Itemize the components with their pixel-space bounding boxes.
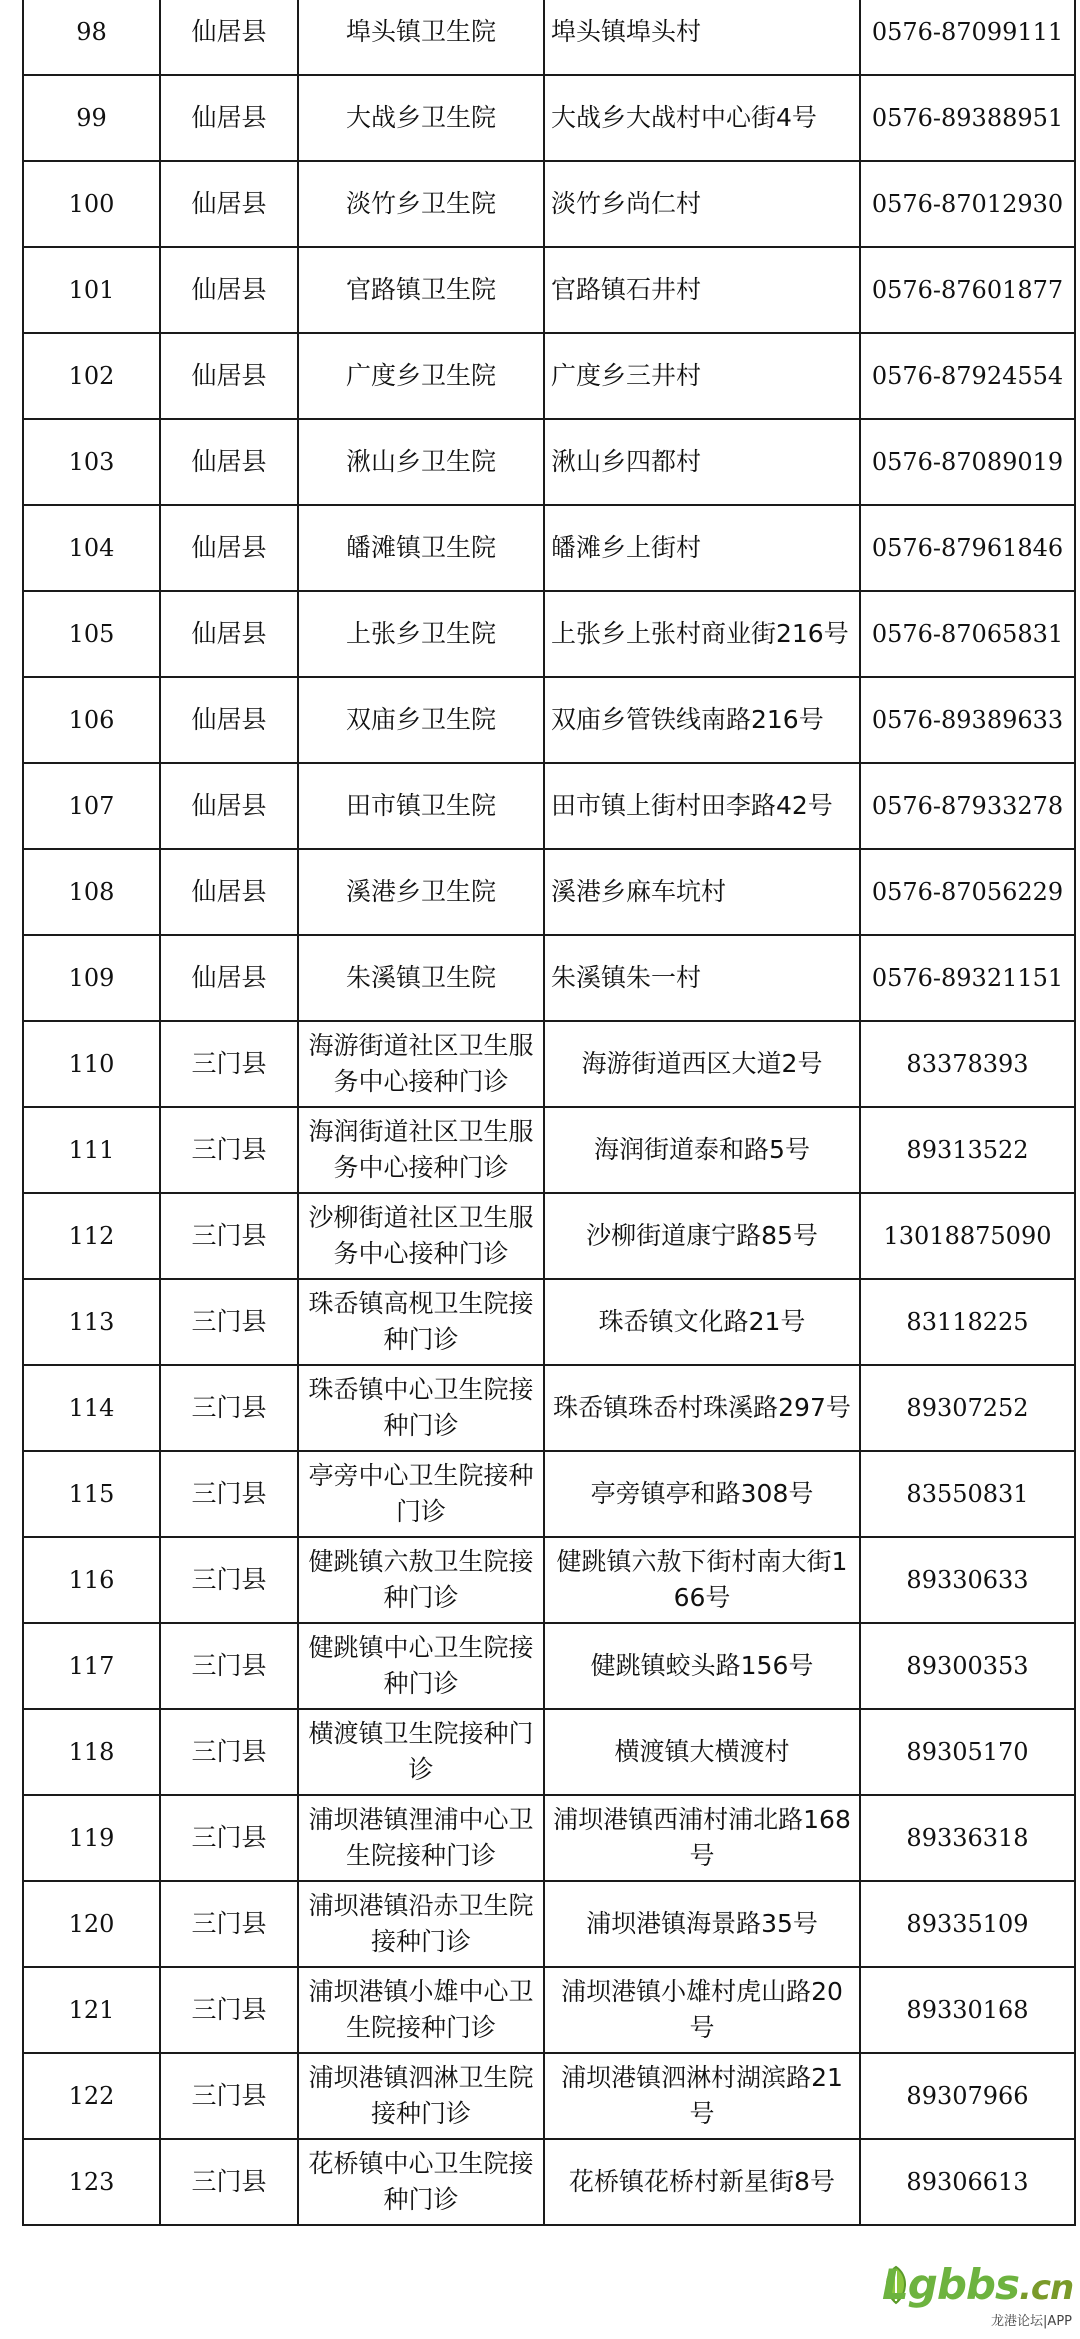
row-number-cell: 114 bbox=[23, 1365, 160, 1451]
clinic-name-cell: 广度乡卫生院 bbox=[298, 333, 544, 419]
clinic-name-cell: 浦坝港镇沿赤卫生院接种门诊 bbox=[298, 1881, 544, 1967]
address-cell: 沙柳街道康宁路85号 bbox=[544, 1193, 860, 1279]
clinic-name-cell: 淡竹乡卫生院 bbox=[298, 161, 544, 247]
county-cell: 仙居县 bbox=[160, 505, 298, 591]
table-row bbox=[23, 1365, 1075, 1451]
address-cell: 田市镇上街村田李路42号 bbox=[544, 763, 860, 849]
address-cell: 浦坝港镇海景路35号 bbox=[544, 1881, 860, 1967]
county-cell: 三门县 bbox=[160, 1709, 298, 1795]
county-cell: 三门县 bbox=[160, 1537, 298, 1623]
table-row bbox=[23, 1967, 1075, 2053]
clinic-name-cell: 横渡镇卫生院接种门诊 bbox=[298, 1709, 544, 1795]
row-number-cell: 103 bbox=[23, 419, 160, 505]
row-number-cell: 98 bbox=[23, 0, 160, 75]
address-cell: 健跳镇蛟头路156号 bbox=[544, 1623, 860, 1709]
table-row bbox=[23, 0, 1075, 75]
county-cell: 仙居县 bbox=[160, 849, 298, 935]
phone-cell: 89307966 bbox=[860, 2053, 1075, 2139]
watermark-logo bbox=[882, 2259, 1072, 2311]
county-cell: 三门县 bbox=[160, 1795, 298, 1881]
row-number-cell: 108 bbox=[23, 849, 160, 935]
table-row bbox=[23, 849, 1075, 935]
clinic-name-cell: 双庙乡卫生院 bbox=[298, 677, 544, 763]
vaccination-clinic-table bbox=[22, 0, 1076, 2226]
row-number-cell: 109 bbox=[23, 935, 160, 1021]
table-row bbox=[23, 161, 1075, 247]
phone-cell: 0576-87065831 bbox=[860, 591, 1075, 677]
phone-cell: 0576-87601877 bbox=[860, 247, 1075, 333]
row-number-cell: 116 bbox=[23, 1537, 160, 1623]
address-cell: 湫山乡四都村 bbox=[544, 419, 860, 505]
clinic-name-cell: 沙柳街道社区卫生服务中心接种门诊 bbox=[298, 1193, 544, 1279]
address-cell: 海游街道西区大道2号 bbox=[544, 1021, 860, 1107]
county-cell: 三门县 bbox=[160, 2139, 298, 2225]
table-row bbox=[23, 419, 1075, 505]
row-number-cell: 110 bbox=[23, 1021, 160, 1107]
table-row bbox=[23, 2139, 1075, 2225]
county-cell: 仙居县 bbox=[160, 935, 298, 1021]
phone-cell: 89300353 bbox=[860, 1623, 1075, 1709]
address-cell: 皤滩乡上街村 bbox=[544, 505, 860, 591]
table-row bbox=[23, 1021, 1075, 1107]
address-cell: 朱溪镇朱一村 bbox=[544, 935, 860, 1021]
clinic-name-cell: 花桥镇中心卫生院接种门诊 bbox=[298, 2139, 544, 2225]
county-cell: 仙居县 bbox=[160, 419, 298, 505]
address-cell: 官路镇石井村 bbox=[544, 247, 860, 333]
phone-cell: 13018875090 bbox=[860, 1193, 1075, 1279]
table-row bbox=[23, 1193, 1075, 1279]
watermark-subtitle: 龙港论坛|APP bbox=[991, 2314, 1072, 2329]
phone-cell: 0576-87924554 bbox=[860, 333, 1075, 419]
phone-cell: 0576-87056229 bbox=[860, 849, 1075, 935]
row-number-cell: 112 bbox=[23, 1193, 160, 1279]
county-cell: 仙居县 bbox=[160, 591, 298, 677]
phone-cell: 89313522 bbox=[860, 1107, 1075, 1193]
clinic-name-cell: 浦坝港镇泗淋卫生院接种门诊 bbox=[298, 2053, 544, 2139]
phone-cell: 89330168 bbox=[860, 1967, 1075, 2053]
address-cell: 花桥镇花桥村新星街8号 bbox=[544, 2139, 860, 2225]
phone-cell: 0576-87933278 bbox=[860, 763, 1075, 849]
county-cell: 仙居县 bbox=[160, 763, 298, 849]
phone-cell: 89335109 bbox=[860, 1881, 1075, 1967]
row-number-cell: 118 bbox=[23, 1709, 160, 1795]
county-cell: 三门县 bbox=[160, 1021, 298, 1107]
phone-cell: 0576-87099111 bbox=[860, 0, 1075, 75]
address-cell: 健跳镇六敖下街村南大街166号 bbox=[544, 1537, 860, 1623]
clinic-name-cell: 海游街道社区卫生服务中心接种门诊 bbox=[298, 1021, 544, 1107]
clinic-name-cell: 健跳镇中心卫生院接种门诊 bbox=[298, 1623, 544, 1709]
clinic-name-cell: 上张乡卫生院 bbox=[298, 591, 544, 677]
row-number-cell: 113 bbox=[23, 1279, 160, 1365]
address-cell: 海润街道泰和路5号 bbox=[544, 1107, 860, 1193]
address-cell: 珠岙镇珠岙村珠溪路297号 bbox=[544, 1365, 860, 1451]
row-number-cell: 111 bbox=[23, 1107, 160, 1193]
row-number-cell: 101 bbox=[23, 247, 160, 333]
phone-cell: 0576-89389633 bbox=[860, 677, 1075, 763]
phone-cell: 89306613 bbox=[860, 2139, 1075, 2225]
clinic-name-cell: 健跳镇六敖卫生院接种门诊 bbox=[298, 1537, 544, 1623]
watermark-logo-suffix: .cn bbox=[1018, 2268, 1074, 2308]
phone-cell: 0576-87012930 bbox=[860, 161, 1075, 247]
county-cell: 仙居县 bbox=[160, 677, 298, 763]
table-row bbox=[23, 1709, 1075, 1795]
row-number-cell: 106 bbox=[23, 677, 160, 763]
clinic-name-cell: 亭旁中心卫生院接种门诊 bbox=[298, 1451, 544, 1537]
county-cell: 仙居县 bbox=[160, 247, 298, 333]
address-cell: 埠头镇埠头村 bbox=[544, 0, 860, 75]
address-cell: 浦坝港镇西浦村浦北路168号 bbox=[544, 1795, 860, 1881]
address-cell: 珠岙镇文化路21号 bbox=[544, 1279, 860, 1365]
table-row bbox=[23, 1623, 1075, 1709]
county-cell: 三门县 bbox=[160, 1451, 298, 1537]
row-number-cell: 122 bbox=[23, 2053, 160, 2139]
row-number-cell: 100 bbox=[23, 161, 160, 247]
clinic-name-cell: 溪港乡卫生院 bbox=[298, 849, 544, 935]
phone-cell: 0576-89321151 bbox=[860, 935, 1075, 1021]
address-cell: 溪港乡麻车坑村 bbox=[544, 849, 860, 935]
phone-cell: 0576-89388951 bbox=[860, 75, 1075, 161]
address-cell: 淡竹乡尚仁村 bbox=[544, 161, 860, 247]
table-row bbox=[23, 1795, 1075, 1881]
table-row bbox=[23, 677, 1075, 763]
county-cell: 三门县 bbox=[160, 1365, 298, 1451]
address-cell: 浦坝港镇泗淋村湖滨路21号 bbox=[544, 2053, 860, 2139]
table-row bbox=[23, 1107, 1075, 1193]
table-row bbox=[23, 1881, 1075, 1967]
county-cell: 仙居县 bbox=[160, 161, 298, 247]
address-cell: 广度乡三井村 bbox=[544, 333, 860, 419]
row-number-cell: 121 bbox=[23, 1967, 160, 2053]
address-cell: 横渡镇大横渡村 bbox=[544, 1709, 860, 1795]
clinic-name-cell: 湫山乡卫生院 bbox=[298, 419, 544, 505]
county-cell: 仙居县 bbox=[160, 0, 298, 75]
table-row bbox=[23, 1537, 1075, 1623]
table-row bbox=[23, 763, 1075, 849]
table-row bbox=[23, 333, 1075, 419]
site-watermark bbox=[882, 2259, 1072, 2329]
table-row bbox=[23, 935, 1075, 1021]
table-row bbox=[23, 1279, 1075, 1365]
phone-cell: 89330633 bbox=[860, 1537, 1075, 1623]
phone-cell: 83550831 bbox=[860, 1451, 1075, 1537]
table-row bbox=[23, 505, 1075, 591]
address-cell: 上张乡上张村商业街216号 bbox=[544, 591, 860, 677]
phone-cell: 89307252 bbox=[860, 1365, 1075, 1451]
county-cell: 三门县 bbox=[160, 1623, 298, 1709]
clinic-name-cell: 珠岙镇中心卫生院接种门诊 bbox=[298, 1365, 544, 1451]
table-body bbox=[23, 0, 1075, 2225]
clinic-name-cell: 官路镇卫生院 bbox=[298, 247, 544, 333]
row-number-cell: 104 bbox=[23, 505, 160, 591]
table-row bbox=[23, 75, 1075, 161]
table-row bbox=[23, 1451, 1075, 1537]
clinic-name-cell: 海润街道社区卫生服务中心接种门诊 bbox=[298, 1107, 544, 1193]
phone-cell: 0576-87961846 bbox=[860, 505, 1075, 591]
phone-cell: 89336318 bbox=[860, 1795, 1075, 1881]
phone-cell: 83118225 bbox=[860, 1279, 1075, 1365]
table-row bbox=[23, 247, 1075, 333]
phone-cell: 83378393 bbox=[860, 1021, 1075, 1107]
phone-cell: 89305170 bbox=[860, 1709, 1075, 1795]
row-number-cell: 107 bbox=[23, 763, 160, 849]
county-cell: 仙居县 bbox=[160, 75, 298, 161]
row-number-cell: 123 bbox=[23, 2139, 160, 2225]
clinic-name-cell: 埠头镇卫生院 bbox=[298, 0, 544, 75]
table-row bbox=[23, 2053, 1075, 2139]
address-cell: 亭旁镇亭和路308号 bbox=[544, 1451, 860, 1537]
row-number-cell: 99 bbox=[23, 75, 160, 161]
county-cell: 三门县 bbox=[160, 1881, 298, 1967]
county-cell: 三门县 bbox=[160, 1193, 298, 1279]
clinic-name-cell: 朱溪镇卫生院 bbox=[298, 935, 544, 1021]
row-number-cell: 105 bbox=[23, 591, 160, 677]
row-number-cell: 120 bbox=[23, 1881, 160, 1967]
county-cell: 三门县 bbox=[160, 2053, 298, 2139]
county-cell: 仙居县 bbox=[160, 333, 298, 419]
address-cell: 大战乡大战村中心街4号 bbox=[544, 75, 860, 161]
clinic-name-cell: 珠岙镇高枧卫生院接种门诊 bbox=[298, 1279, 544, 1365]
row-number-cell: 102 bbox=[23, 333, 160, 419]
county-cell: 三门县 bbox=[160, 1107, 298, 1193]
clinic-name-cell: 大战乡卫生院 bbox=[298, 75, 544, 161]
address-cell: 双庙乡管铁线南路216号 bbox=[544, 677, 860, 763]
clinic-name-cell: 浦坝港镇浬浦中心卫生院接种门诊 bbox=[298, 1795, 544, 1881]
table-row bbox=[23, 591, 1075, 677]
address-cell: 浦坝港镇小雄村虎山路20号 bbox=[544, 1967, 860, 2053]
row-number-cell: 119 bbox=[23, 1795, 160, 1881]
phone-cell: 0576-87089019 bbox=[860, 419, 1075, 505]
clinic-name-cell: 田市镇卫生院 bbox=[298, 763, 544, 849]
clinic-name-cell: 浦坝港镇小雄中心卫生院接种门诊 bbox=[298, 1967, 544, 2053]
county-cell: 三门县 bbox=[160, 1967, 298, 2053]
watermark-logo-text: Lgbbs bbox=[882, 2260, 1019, 2309]
county-cell: 三门县 bbox=[160, 1279, 298, 1365]
row-number-cell: 117 bbox=[23, 1623, 160, 1709]
row-number-cell: 115 bbox=[23, 1451, 160, 1537]
clinic-name-cell: 皤滩镇卫生院 bbox=[298, 505, 544, 591]
